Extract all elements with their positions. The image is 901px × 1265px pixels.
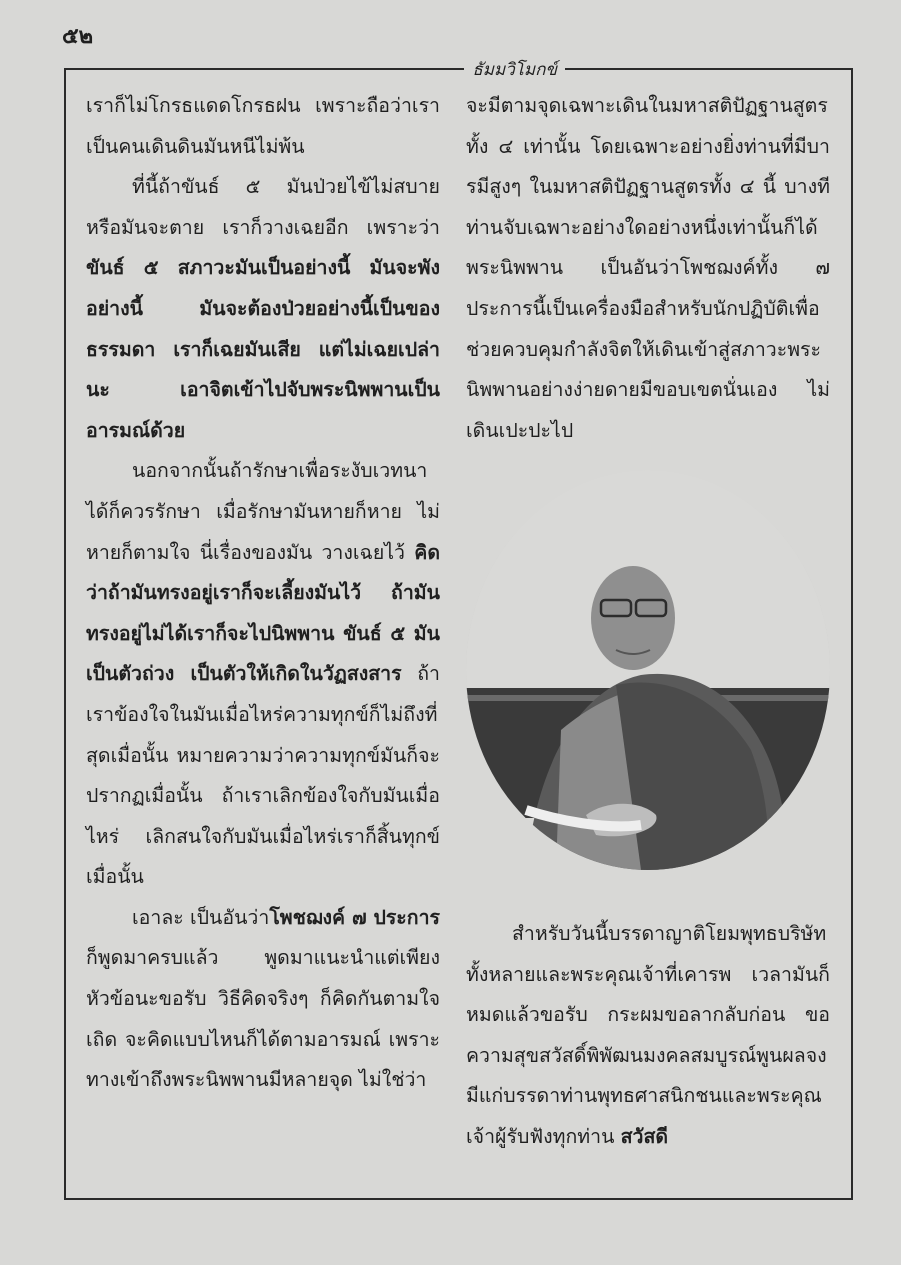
paragraph-text: จะมีตามจุดเฉพาะเดินในมหาสติปัฏฐานสูตรทั้ง ๔ เท่านั้น โดยเฉพาะอย่างยิ่งท่านที่มีบารมีสูงๆ ในมหาสติปัฏฐานสูตรทั้ง ๔ นี้ บางทีท่านจับเฉพาะอย่างใดอย่างหนึ่งเท่านั้นก็ได้พระนิพพาน เป็นอันว่าโพชฌงค์ทั้ง ๗ ประการนี้เป็นเครื่องมือสำหรับนักปฏิบัติเพื่อช่วยควบคุมกำลังจิตให้เดินเข้าสู่สภาวะพระนิพพานอย่างง่ายดายมีขอบเขตนั่นเอง ไม่เดินเปะปะไป bbox=[466, 94, 830, 442]
paragraph-text: นอกจากนั้นถ้ารักษาเพื่อระงับเวทนาได้ก็ควรรักษา เมื่อรักษามันหายก็หาย ไม่หายก็ตามใจ นี่เรื่องของมัน วางเฉยไว้ bbox=[86, 459, 440, 564]
running-header-title: ธัมมวิโมกข์ bbox=[464, 56, 565, 83]
monk-portrait-photo bbox=[466, 470, 830, 870]
paragraph-text: สำหรับวันนี้บรรดาญาติโยมพุทธบริษัททั้งหลายและพระคุณเจ้าที่เคารพ เวลามันก็หมดแล้วขอรับ กระผมขอลากลับก่อน ขอความสุขสวัสดิ์พิพัฒนมงคลสมบูรณ์พูนผลจงมีแก่บรรดาท่านพุทธศาสนิกชนและพระคุณเจ้าผู้รับฟังทุกท่าน bbox=[466, 922, 830, 1148]
paragraph bbox=[86, 167, 440, 451]
paragraph-text: เอาละ เป็นอันว่า bbox=[132, 905, 270, 929]
left-column bbox=[86, 86, 440, 1101]
paragraph bbox=[86, 898, 440, 1101]
emphasis-text: โพชฌงค์ ๗ ประการ bbox=[269, 905, 440, 929]
right-column-bottom bbox=[466, 914, 830, 1158]
paragraph bbox=[466, 914, 830, 1158]
paragraph-text: เราก็ไม่โกรธแดดโกรธฝน เพราะถือว่าเราเป็นคนเดินดินมันหนีไม่พ้น bbox=[86, 94, 440, 158]
right-column-top bbox=[466, 86, 830, 451]
paragraph bbox=[86, 451, 440, 898]
paragraph bbox=[466, 86, 830, 451]
emphasis-text: ขันธ์ ๕ สภาวะมันเป็นอย่างนี้ มันจะพังอย่างนี้ มันจะต้องป่วยอย่างนี้เป็นของธรรมดา เราก็เฉยมันเสีย แต่ไม่เฉยเปล่านะ เอาจิตเข้าไปจับพระนิพพานเป็นอารมณ์ด้วย bbox=[86, 256, 440, 442]
page-number: ๕๒ bbox=[62, 23, 94, 49]
paragraph bbox=[86, 86, 440, 167]
paragraph-text: ที่นี้ถ้าขันธ์ ๕ มันป่วยไข้ไม่สบาย หรือมันจะตาย เราก็วางเฉยอีก เพราะว่า bbox=[86, 175, 440, 239]
emphasis-text: คิดว่าถ้ามันทรงอยู่เราก็จะเลี้ยงมันไว้ ถ้ามันทรงอยู่ไม่ได้เราก็จะไปนิพพาน ขันธ์ ๕ มันเป็นตัวถ่วง เป็นตัวให้เกิดในวัฏสงสาร bbox=[86, 540, 440, 686]
monk-portrait-illustration bbox=[466, 470, 830, 870]
emphasis-text: สวัสดี bbox=[620, 1124, 669, 1148]
paragraph-text: ถ้าเราข้องใจในมันเมื่อไหร่ความทุกข์ก็ไม่ถึงที่สุดเมื่อนั้น หมายความว่าความทุกข์มันก็จะปรากฏเมื่อนั้น ถ้าเราเลิกข้องใจกับมันเมื่อไหร่ เลิกสนใจกับมันเมื่อไหร่เราก็สิ้นทุกข์เมื่อนั้น bbox=[86, 662, 440, 889]
paragraph-text: ก็พูดมาครบแล้ว พูดมาแนะนำแต่เพียงหัวข้อนะขอรับ วิธีคิดจริงๆ ก็คิดกันตามใจเถิด จะคิดแบบไหนก็ได้ตามอารมณ์ เพราะทางเข้าถึงพระนิพพานมีหลายจุด ไม่ใช่ว่า bbox=[86, 946, 440, 1092]
